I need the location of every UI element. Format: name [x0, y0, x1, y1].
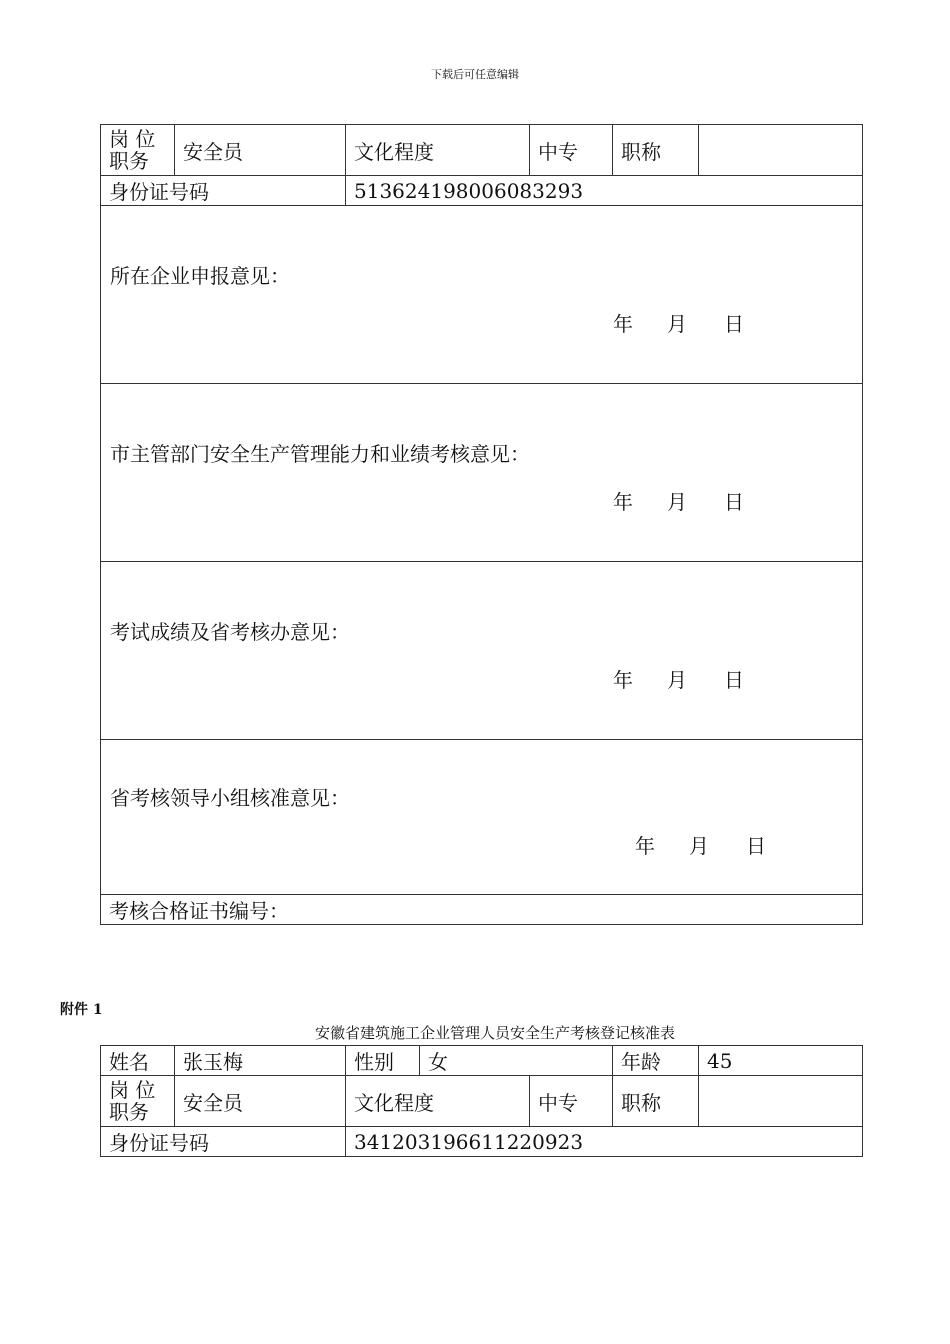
- education-value[interactable]: 中专: [530, 1076, 613, 1127]
- education-value[interactable]: 中专: [530, 125, 613, 176]
- day-label: 日: [724, 490, 744, 514]
- gender-value[interactable]: 女: [420, 1046, 613, 1076]
- certificate-row: [101, 895, 863, 925]
- id-row: [101, 176, 863, 206]
- form-title: 安徽省建筑施工企业管理人员安全生产考核登记核准表: [314, 1024, 675, 1042]
- title-label: 职称: [613, 1076, 699, 1127]
- city-opinion-label: 市主管部门安全生产管理能力和业绩考核意见：: [110, 442, 530, 466]
- id-label: 身份证号码: [101, 176, 346, 206]
- leadership-opinion-cell[interactable]: [101, 740, 863, 895]
- position-row: [101, 1076, 863, 1127]
- attachment-label: 附件 1: [60, 1002, 103, 1018]
- gender-label: 性别: [346, 1046, 420, 1076]
- id-label: 身份证号码: [101, 1127, 346, 1157]
- title-value[interactable]: [699, 1076, 863, 1127]
- date-line: [613, 486, 744, 515]
- month-label: 月: [667, 490, 687, 514]
- position-value[interactable]: 安全员: [175, 1076, 346, 1127]
- year-label: 年: [635, 834, 655, 858]
- month-label: 月: [667, 668, 687, 692]
- header-note: 下载后可任意编辑: [431, 68, 519, 81]
- day-label: 日: [746, 834, 766, 858]
- month-label: 月: [689, 834, 709, 858]
- year-label: 年: [613, 490, 633, 514]
- name-label: 姓名: [101, 1046, 175, 1076]
- id-row: [101, 1127, 863, 1157]
- day-label: 日: [724, 668, 744, 692]
- name-row: [101, 1046, 863, 1076]
- education-label: 文化程度: [346, 1076, 530, 1127]
- year-label: 年: [613, 312, 633, 336]
- year-label: 年: [613, 668, 633, 692]
- month-label: 月: [667, 312, 687, 336]
- id-value[interactable]: 513624198006083293: [346, 176, 863, 206]
- age-value[interactable]: 45: [699, 1046, 863, 1076]
- education-label: 文化程度: [346, 125, 530, 176]
- day-label: 日: [724, 312, 744, 336]
- name-value[interactable]: 张玉梅: [175, 1046, 346, 1076]
- title-label: 职称: [613, 125, 699, 176]
- date-line: [635, 830, 766, 859]
- position-row: [101, 125, 863, 176]
- date-line: [613, 308, 744, 337]
- title-value[interactable]: [699, 125, 863, 176]
- date-line: [613, 664, 744, 693]
- section-city: [101, 384, 863, 562]
- city-opinion-cell[interactable]: [101, 384, 863, 562]
- position-value[interactable]: 安全员: [175, 125, 346, 176]
- section-leadership: [101, 740, 863, 895]
- leadership-opinion-label: 省考核领导小组核准意见：: [110, 786, 350, 810]
- certificate-label[interactable]: 考核合格证书编号：: [101, 895, 863, 925]
- enterprise-opinion-cell[interactable]: [101, 206, 863, 384]
- id-value[interactable]: 341203196611220923: [346, 1127, 863, 1157]
- exam-opinion-cell[interactable]: [101, 562, 863, 740]
- age-label: 年龄: [613, 1046, 699, 1076]
- position-label: 岗 位 职务: [101, 1076, 175, 1127]
- registration-form-1: [100, 124, 863, 925]
- enterprise-opinion-label: 所在企业申报意见：: [110, 264, 290, 288]
- registration-form-2: [100, 1045, 863, 1157]
- position-label: 岗 位 职务: [101, 125, 175, 176]
- section-enterprise: [101, 206, 863, 384]
- section-exam: [101, 562, 863, 740]
- exam-opinion-label: 考试成绩及省考核办意见：: [110, 620, 350, 644]
